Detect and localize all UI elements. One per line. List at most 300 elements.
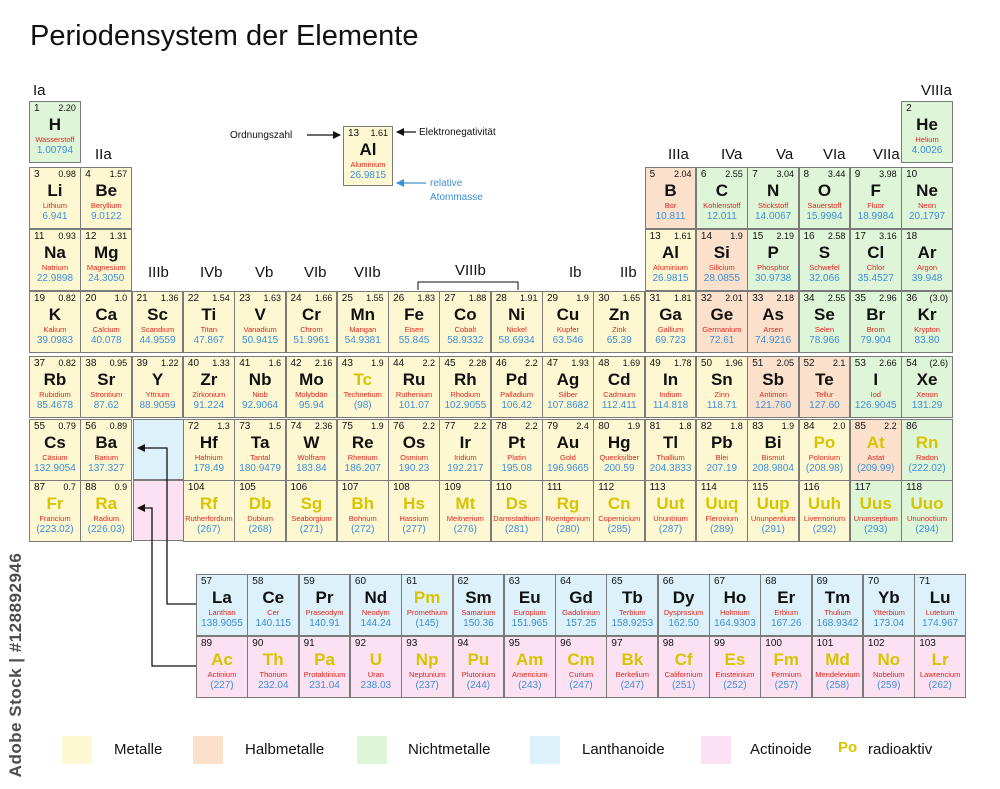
element-electronegativity: 3.16 [879, 231, 897, 241]
element-symbol: Os [402, 433, 426, 452]
element-name: Kupfer [556, 325, 579, 334]
element-symbol: Ir [459, 433, 471, 452]
element-name: Actinium [207, 670, 237, 679]
element-atomic-number: 60 [354, 576, 367, 587]
element-name: Radium [93, 514, 120, 523]
element-atomic-mass: 131.29 [911, 400, 943, 411]
element-electronegativity: 1.57 [109, 169, 128, 179]
element-atomic-mass: 132.9054 [34, 463, 76, 474]
element-atomic-mass: 22.9898 [36, 273, 74, 284]
element-symbol: H [48, 115, 62, 134]
element-symbol: Xe [916, 370, 938, 389]
element-symbol: La [212, 588, 232, 607]
element-name: Eisen [404, 325, 424, 334]
element-symbol: Th [262, 650, 284, 669]
element-name: Argon [917, 263, 938, 272]
element-atomic-number: 117 [854, 482, 871, 493]
element-name: Astat [867, 453, 885, 462]
group-label-ib: Ib [569, 264, 582, 281]
element-atomic-number: 27 [444, 293, 456, 304]
element-electronegativity: 2.1 [832, 358, 846, 368]
element-electronegativity: 2.01 [725, 293, 743, 303]
element-atomic-number: 52 [803, 358, 815, 369]
element-atomic-number: 79 [547, 421, 559, 432]
element-electronegativity: 1.36 [160, 293, 179, 303]
element-electronegativity: 1.9 [627, 421, 641, 431]
element-name: Neodym [361, 608, 390, 617]
element-symbol: Am [516, 650, 544, 669]
element-name: Polonium [808, 453, 841, 462]
element-atomic-number: 6 [700, 169, 707, 180]
element-symbol: Cd [607, 370, 631, 389]
element-symbol: Cn [607, 494, 631, 513]
legend-label-metal: Metalle [114, 741, 163, 758]
element-atomic-number: 96 [560, 638, 572, 649]
element-symbol: Ds [505, 494, 528, 513]
element-atomic-mass: (223.02) [36, 524, 74, 535]
element-symbol: U [369, 650, 382, 669]
element-name: Neon [918, 201, 936, 210]
element-symbol: F [870, 181, 881, 200]
element-name: Scandium [140, 325, 175, 334]
element-electronegativity: 1.9 [371, 358, 384, 368]
element-electronegativity: 1.22 [160, 358, 179, 368]
element-name: Europium [513, 608, 546, 617]
element-atomic-number: 40 [187, 358, 200, 369]
lanthanoid-arrow [138, 448, 196, 604]
element-atomic-number: 66 [662, 576, 674, 587]
element-atomic-number: 77 [444, 421, 456, 432]
element-name: Cäsium [42, 453, 68, 462]
element-name: Praseodym [305, 608, 344, 617]
element-electronegativity: 1.55 [366, 293, 384, 303]
element-atomic-mass: (285) [607, 524, 631, 535]
element-atomic-number: 1 [34, 103, 40, 114]
element-name: Bor [664, 201, 677, 210]
element-name: Neptunium [408, 670, 446, 679]
group-label-iva: IVa [721, 146, 743, 163]
element-name: Dysprosium [663, 608, 704, 617]
element-electronegativity: 1.0 [114, 293, 128, 303]
element-electronegativity: 0.9 [114, 482, 128, 492]
element-symbol: Ba [95, 433, 118, 452]
element-atomic-number: 31 [649, 293, 661, 304]
element-symbol: Ne [916, 181, 938, 200]
element-atomic-mass: 144.24 [360, 618, 392, 629]
group-label-ia: Ia [33, 82, 46, 99]
element-electronegativity: (2.6) [929, 358, 948, 368]
element-atomic-number: 47 [547, 358, 559, 369]
element-atomic-mass: 183.84 [296, 463, 327, 474]
element-electronegativity: 1.61 [673, 231, 692, 241]
element-symbol: Y [151, 370, 164, 389]
element-atomic-mass: (291) [761, 524, 785, 535]
element-electronegativity: 2.0 [832, 421, 846, 431]
element-name: Americium [512, 670, 548, 679]
element-name: Einsteinium [715, 670, 755, 679]
element-atomic-number: 32 [700, 293, 713, 304]
group-label-vb: Vb [255, 264, 274, 281]
element-symbol: W [303, 433, 320, 452]
element-electronegativity: 0.82 [58, 293, 76, 303]
element-symbol: Ga [659, 305, 682, 324]
legend-swatch-actinoid [701, 736, 731, 764]
element-electronegativity: 1.9 [781, 421, 795, 431]
element-atomic-number: 61 [406, 576, 418, 587]
element-electronegativity: 2.05 [776, 358, 795, 368]
element-electronegativity: 1.6 [268, 358, 282, 368]
element-atomic-mass: 196.9665 [547, 463, 589, 474]
element-symbol: Ti [201, 305, 217, 324]
element-symbol: Uus [859, 494, 892, 513]
element-symbol: Ra [95, 494, 118, 513]
element-electronegativity: 2.18 [776, 293, 795, 303]
element-atomic-mass: 35.4527 [857, 273, 894, 284]
element-symbol: Pt [508, 433, 526, 452]
element-electronegativity: 1.9 [730, 231, 743, 241]
element-electronegativity: 1.3 [217, 421, 230, 431]
legend-example-symbol: Al [359, 140, 377, 159]
element-atomic-number: 67 [714, 576, 726, 587]
element-atomic-number: 8 [803, 169, 810, 180]
element-atomic-number: 78 [495, 421, 507, 432]
element-atomic-mass: 174.967 [922, 618, 959, 629]
element-atomic-mass: 88.9059 [139, 400, 176, 411]
element-atomic-number: 62 [457, 576, 469, 587]
element-name: Selen [814, 325, 835, 334]
element-atomic-mass: (267) [197, 524, 221, 535]
element-atomic-mass: 126.9045 [854, 400, 897, 411]
element-electronegativity: 1.33 [212, 358, 230, 368]
element-symbol: Md [825, 650, 850, 669]
element-symbol: Uuq [705, 494, 739, 513]
element-atomic-number: 110 [495, 482, 512, 493]
element-atomic-number: 72 [187, 421, 200, 432]
element-symbol: Ta [250, 433, 270, 452]
element-symbol: Hg [607, 433, 631, 452]
element-atomic-number: 64 [560, 576, 572, 587]
element-electronegativity: 2.19 [776, 231, 795, 241]
element-name: Seaborgium [291, 514, 332, 523]
element-atomic-number: 70 [867, 576, 880, 587]
element-symbol: O [817, 181, 832, 200]
element-electronegativity: 2.4 [576, 421, 589, 431]
element-symbol: C [715, 181, 728, 200]
element-symbol: Ge [710, 305, 734, 324]
element-name: Kohlenstoff [703, 201, 741, 210]
element-atomic-number: 80 [598, 421, 610, 432]
element-name: Cer [267, 608, 280, 617]
element-electronegativity: 1.63 [263, 293, 282, 303]
element-electronegativity: 1.8 [730, 421, 743, 431]
element-atomic-number: 35 [854, 293, 866, 304]
element-symbol: Au [556, 433, 580, 452]
element-atomic-mass: 87.62 [93, 400, 119, 411]
element-symbol: Fr [46, 494, 64, 513]
element-name: Strontium [90, 390, 123, 399]
element-name: Titan [200, 325, 218, 334]
element-electronegativity: 0.7 [63, 482, 76, 492]
element-electronegativity: 1.78 [673, 358, 692, 368]
element-symbol: Cs [44, 433, 66, 452]
element-atomic-number: 16 [803, 231, 815, 242]
element-atomic-number: 22 [187, 293, 200, 304]
element-atomic-number: 88 [85, 482, 97, 493]
element-symbol: Bh [351, 494, 375, 513]
element-atomic-number: 59 [303, 576, 315, 587]
element-symbol: Eu [518, 588, 541, 607]
legend-swatch-semimetal [193, 736, 223, 764]
element-symbol: S [818, 243, 831, 262]
element-symbol: Rb [43, 370, 67, 389]
element-atomic-number: 9 [854, 169, 861, 180]
element-atomic-mass: (293) [864, 524, 888, 535]
element-atomic-number: 104 [187, 482, 205, 493]
element-symbol: Rn [915, 433, 939, 452]
element-atomic-mass: 95.94 [298, 400, 324, 411]
element-symbol: Bk [621, 650, 644, 669]
element-name: Molybdän [295, 390, 328, 399]
element-symbol: Lu [929, 588, 951, 607]
element-atomic-number: 93 [406, 638, 418, 649]
element-atomic-number: 89 [201, 638, 213, 649]
element-atomic-number: 95 [508, 638, 520, 649]
group-label-iiib: IIIb [148, 264, 169, 281]
element-atomic-mass: (227) [210, 680, 234, 691]
element-name: Copernicium [598, 514, 641, 523]
legend-example-atomic-number: 13 [348, 128, 360, 139]
element-electronegativity: 1.69 [622, 358, 641, 368]
element-name: Palladium [500, 390, 534, 399]
page-title: Periodensystem der Elemente [30, 20, 419, 52]
group-label-viiia: VIIIa [921, 82, 952, 99]
element-symbol: Pb [710, 433, 733, 452]
element-atomic-number: 25 [341, 293, 353, 304]
element-atomic-mass: 83.80 [914, 335, 940, 346]
element-symbol: Rg [556, 494, 580, 513]
element-symbol: Mg [93, 243, 119, 262]
element-symbol: Ce [262, 588, 285, 607]
element-atomic-mass: 39.948 [911, 273, 943, 284]
element-electronegativity: 2.2 [884, 421, 897, 431]
element-atomic-mass: (262) [928, 680, 952, 691]
element-electronegativity: 1.81 [673, 293, 692, 303]
element-name: Silber [558, 390, 578, 399]
element-name: Radon [915, 453, 939, 462]
element-atomic-number: 98 [662, 638, 674, 649]
element-atomic-mass: 186.207 [344, 463, 381, 474]
element-name: Ununtrium [653, 514, 688, 523]
element-atomic-number: 108 [393, 482, 410, 493]
element-symbol: Fe [404, 305, 424, 324]
element-name: Ununpentium [750, 514, 796, 523]
element-atomic-number: 36 [906, 293, 918, 304]
element-name: Lutetium [925, 608, 955, 617]
element-name: Yttrium [145, 390, 170, 399]
element-atomic-number: 65 [611, 576, 623, 587]
element-atomic-mass: 14.0067 [755, 211, 792, 222]
element-atomic-mass: (268) [248, 524, 272, 535]
element-name: Ytterbium [872, 608, 905, 617]
element-atomic-mass: 72.61 [709, 335, 735, 346]
element-symbol: Ru [402, 370, 426, 389]
element-symbol: Cf [674, 650, 693, 669]
element-name: Erbium [774, 608, 799, 617]
legend-swatch-nonmetal [357, 736, 387, 764]
legend-label-semimetal: Halbmetalle [245, 741, 325, 758]
element-atomic-number: 42 [290, 358, 302, 369]
element-electronegativity: 2.28 [468, 358, 487, 368]
element-name: Samarium [461, 608, 496, 617]
element-atomic-number: 18 [906, 231, 918, 242]
element-symbol: Hf [199, 433, 218, 452]
element-electronegativity: 2.04 [673, 169, 692, 179]
element-name: Arsen [763, 325, 783, 334]
element-electronegativity: 0.98 [58, 169, 76, 179]
element-atomic-mass: (280) [556, 524, 580, 535]
element-symbol: Li [47, 181, 63, 200]
element-atomic-mass: (252) [723, 680, 747, 691]
element-atomic-number: 73 [239, 421, 251, 432]
element-symbol: Uup [756, 494, 790, 513]
element-atomic-number: 58 [252, 576, 264, 587]
legend-label-radioactive: radioaktiv [868, 741, 933, 758]
element-name: Beryllium [90, 201, 122, 210]
element-atomic-mass: 140.91 [309, 618, 340, 629]
element-atomic-number: 21 [136, 293, 148, 304]
element-symbol: Hs [403, 494, 425, 513]
element-name: Iridium [454, 453, 477, 462]
element-atomic-mass: 28.0855 [703, 273, 740, 284]
element-symbol: Mo [299, 370, 324, 389]
element-atomic-number: 13 [649, 231, 661, 242]
element-name: Dubium [247, 514, 274, 523]
element-atomic-mass: 78.966 [809, 335, 840, 346]
element-atomic-number: 75 [341, 421, 353, 432]
element-name: Wasserstoff [35, 135, 75, 144]
element-electronegativity: 2.20 [58, 103, 76, 113]
element-name: Darmstadtium [493, 514, 540, 523]
element-atomic-number: 114 [700, 482, 717, 493]
element-atomic-number: 63 [508, 576, 520, 587]
legend-swatch-lanthanoid [530, 736, 560, 764]
element-atomic-mass: 112.411 [601, 400, 637, 411]
element-atomic-number: 12 [85, 231, 97, 242]
element-electronegativity: 1.54 [212, 293, 230, 303]
element-atomic-number: 55 [34, 421, 46, 432]
element-atomic-number: 92 [354, 638, 367, 649]
element-atomic-mass: (145) [415, 618, 439, 629]
element-atomic-mass: 167.26 [770, 618, 802, 629]
element-symbol: Ar [917, 243, 937, 262]
element-atomic-number: 17 [854, 231, 866, 242]
element-electronegativity: 1.9 [576, 293, 589, 303]
element-atomic-mass: (209.99) [857, 463, 895, 474]
element-name: Thorium [259, 670, 287, 679]
element-atomic-number: 82 [700, 421, 713, 432]
element-atomic-mass: 79.904 [860, 335, 892, 346]
element-symbol: Yb [877, 588, 900, 607]
element-atomic-mass: 238.03 [360, 680, 392, 691]
element-atomic-mass: (259) [877, 680, 901, 691]
element-name: Roentgenium [545, 514, 591, 523]
element-name: Berkelium [615, 670, 649, 679]
element-name: Ruthenium [395, 390, 433, 399]
element-name: Thallium [656, 453, 685, 462]
element-name: Gadolinium [562, 608, 600, 617]
element-name: Fluor [867, 201, 885, 210]
element-symbol: Bi [764, 433, 782, 452]
element-electronegativity: 1.65 [622, 293, 641, 303]
group-label-vib: VIb [304, 264, 327, 281]
element-atomic-mass: (226.03) [87, 524, 125, 535]
element-atomic-number: 81 [649, 421, 661, 432]
element-atomic-mass: (98) [353, 400, 372, 411]
element-symbol: Mt [455, 494, 476, 513]
element-atomic-mass: 44.9559 [139, 335, 176, 346]
group-label-via: VIa [823, 146, 846, 163]
element-electronegativity: 1.83 [417, 293, 435, 303]
element-name: Calcium [92, 325, 120, 334]
element-atomic-number: 69 [816, 576, 828, 587]
group-label-viia: VIIa [873, 146, 900, 163]
element-atomic-number: 30 [598, 293, 610, 304]
element-symbol: Zr [200, 370, 218, 389]
element-name: Mendelevium [815, 670, 860, 679]
element-name: Tellur [815, 390, 834, 399]
element-atomic-number: 86 [906, 421, 918, 432]
element-atomic-mass: 65.39 [606, 335, 632, 346]
element-atomic-number: 87 [34, 482, 46, 493]
element-electronegativity: 0.82 [58, 358, 76, 368]
element-atomic-number: 109 [444, 482, 462, 493]
element-atomic-mass: 150.36 [463, 618, 494, 629]
element-symbol: Gd [569, 588, 593, 607]
element-atomic-number: 19 [34, 293, 46, 304]
element-atomic-mass: 32.066 [809, 273, 840, 284]
element-symbol: Nd [364, 588, 388, 607]
element-atomic-number: 53 [854, 358, 866, 369]
element-atomic-mass: 101.07 [398, 400, 430, 411]
element-name: Quecksilber [599, 453, 640, 462]
element-symbol: Sn [710, 370, 733, 389]
element-atomic-mass: 1.00794 [36, 145, 74, 156]
legend-example-name: Aluminium [350, 160, 386, 169]
group-label-iib: IIb [620, 264, 637, 281]
element-atomic-mass: 39.0983 [36, 335, 74, 346]
element-atomic-number: 39 [136, 358, 148, 369]
element-atomic-mass: 24.3050 [88, 273, 125, 284]
element-atomic-number: 97 [611, 638, 623, 649]
element-name: Lanthan [208, 608, 236, 617]
atommasse-label: Atommasse [430, 192, 483, 203]
element-electronegativity: 2.55 [827, 293, 846, 303]
element-symbol: Pa [314, 650, 335, 669]
element-name: Tantal [250, 453, 271, 462]
element-symbol: At [866, 433, 885, 452]
element-electronegativity: 1.5 [268, 421, 282, 431]
element-symbol: Be [95, 181, 118, 200]
element-symbol: Pu [467, 650, 490, 669]
element-atomic-mass: 102.9055 [444, 400, 487, 411]
element-name: Hafnium [194, 453, 223, 462]
element-atomic-number: 103 [919, 638, 936, 649]
element-atomic-mass: 10.811 [655, 211, 686, 222]
element-symbol: I [873, 370, 879, 389]
element-name: Terbium [618, 608, 646, 617]
element-atomic-mass: 18.9984 [857, 211, 894, 222]
element-name: Meitnerium [446, 514, 484, 523]
